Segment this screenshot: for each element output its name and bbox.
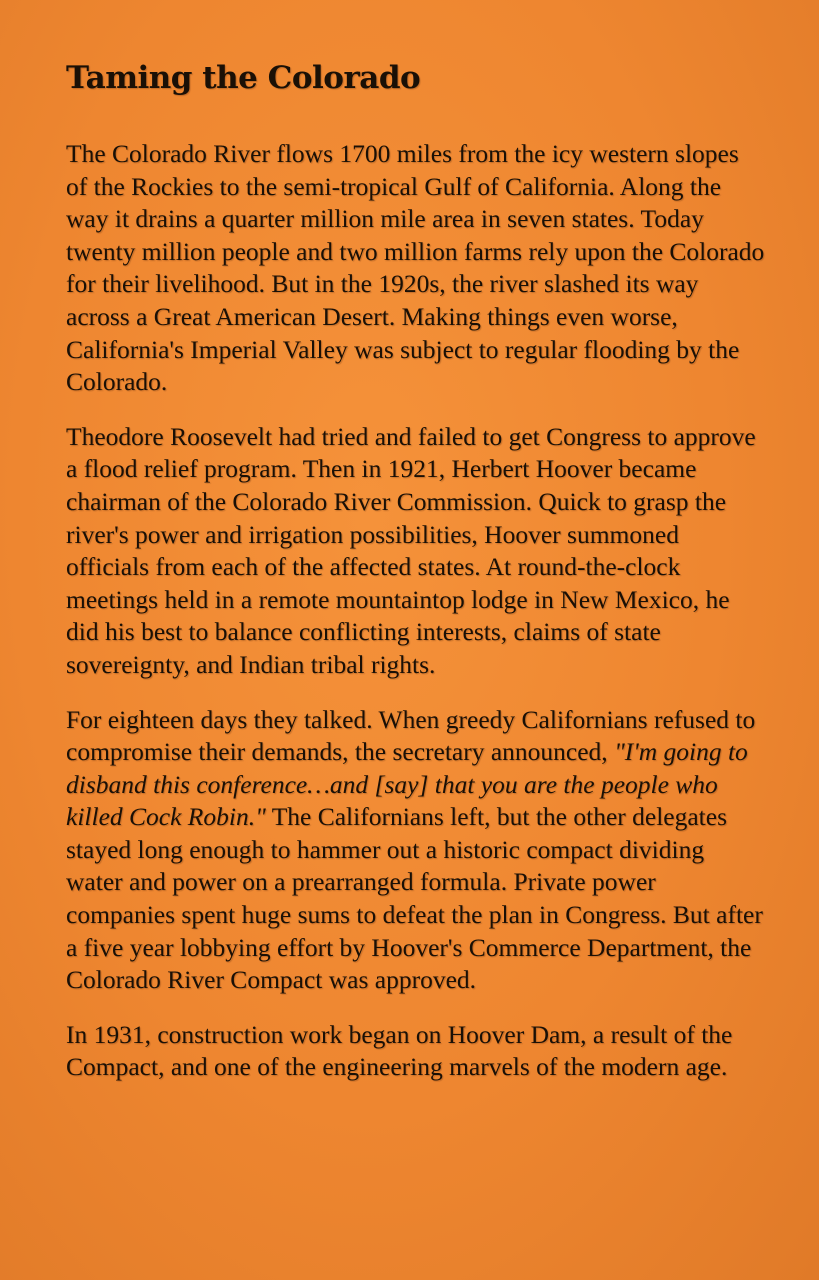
sign-title: Taming the Colorado <box>66 60 421 96</box>
exhibit-sign <box>66 58 766 1106</box>
hoover-quote: "I'm going to disband this conference…and [say] that you are the people who killed Cock Robin." <box>66 737 748 832</box>
negotiations-text-before: For eighteen days they talked. When greedy Californians refused to compromise their demands, the secretary announced, <box>66 704 756 767</box>
paragraph-hoover-dam: In 1931, construction work began on Hoover Dam, a result of the Compact, and one of the engineering marvels of the modern age. <box>66 1019 733 1082</box>
negotiations-text-after: The Californians left, but the other delegates stayed long enough to hammer out a historic compact dividing water and power on a prearranged formula. Private power companies spent huge sums to defeat the plan in Congress. But after a five year lobbying effort by Hoover's Commerce Department, the Colorado River Compact was approved. <box>66 802 763 995</box>
paragraph-negotiations <box>66 704 766 997</box>
paragraph-hoover-commission: Theodore Roosevelt had tried and failed to get Congress to approve a flood relief program. Then in 1921, Herbert Hoover became chairman of the Colorado River Commission. Quick to grasp the river's power and irrigation possibilities, Hoover summoned officials from each of the affected states. At round-the-clock meetings held in a remote mountaintop lodge in New Mexico, he did his best to balance conflicting interests, claims of state sovereignty, and Indian tribal rights. <box>66 421 756 679</box>
paragraph-river-overview: The Colorado River flows 1700 miles from the icy western slopes of the Rockies to the semi-tropical Gulf of California. Along the way it drains a quarter million mile area in seven states. Today twenty million people and two million farms rely upon the Colorado for their livelihood. But in the 1920s, the river slashed its way across a Great American Desert. Making things even worse, California's Imperial Valley was subject to regular flooding by the Colorado. <box>66 139 765 397</box>
